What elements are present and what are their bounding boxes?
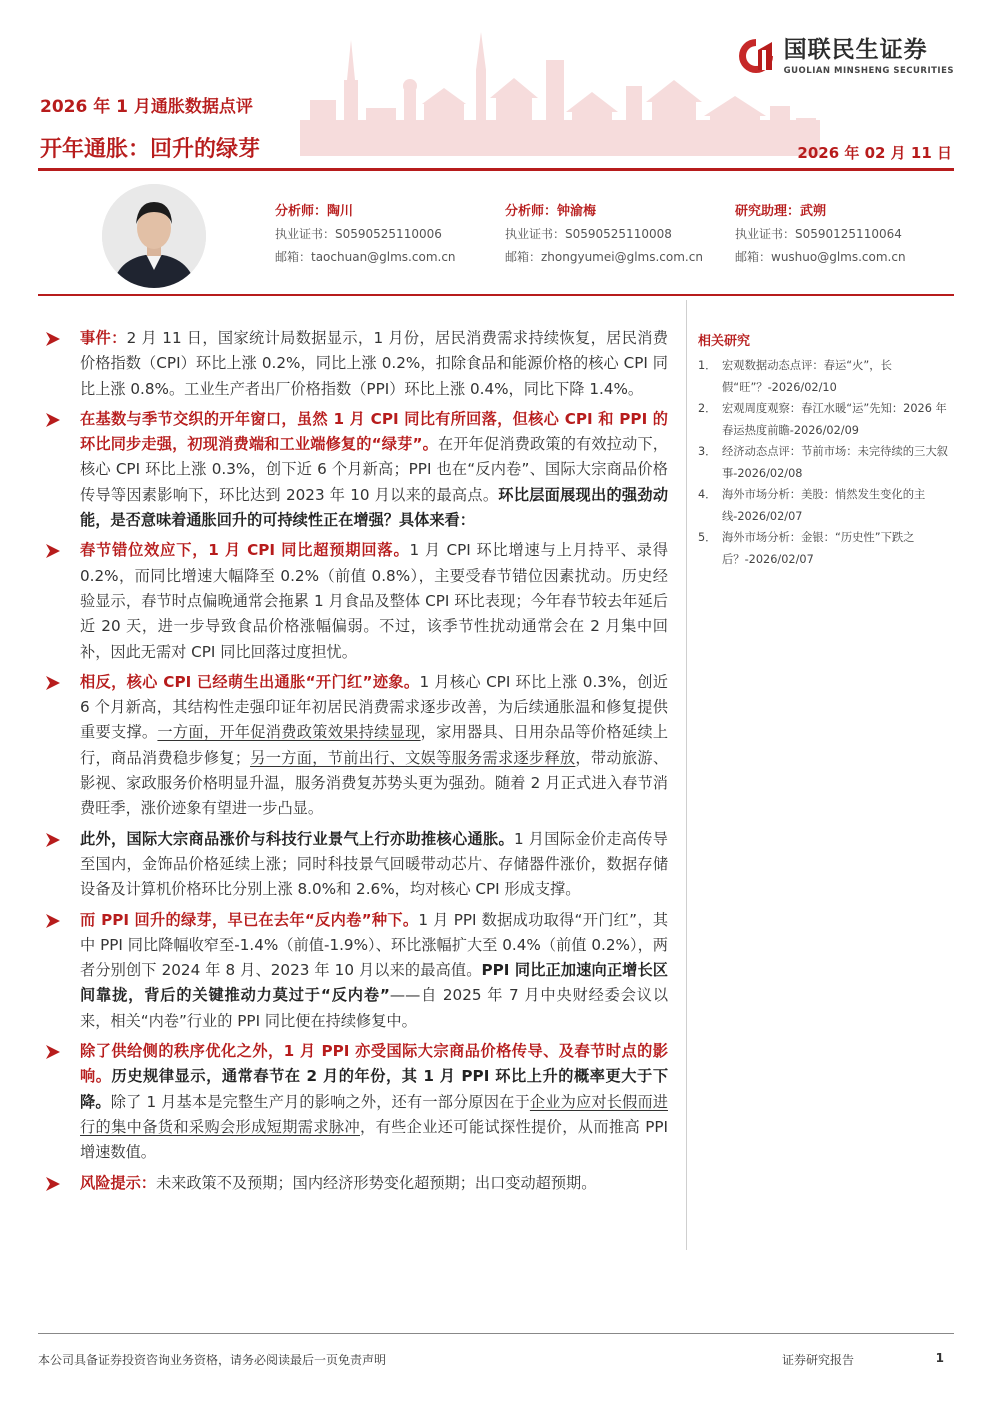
analyst-block-3 [735, 200, 906, 269]
arrow-bullet-icon [44, 831, 62, 849]
bullet-text: ，带动旅游、影视、家政服务价格明显升温，服务消费复苏势头更为强劲。随着 2 月正式进入春节消费旺季，涨价迹象有望进一步凸显。 [80, 748, 669, 818]
bullet-lead: 在基数与季节交织的开年窗口，虽然 1 月 CPI 同比有所回落，但核心 CPI 和 PPI 的环比同步走强，初现消费端和工业端修复的“绿芽”。 [80, 409, 668, 454]
related-item-text: 宏观数据动态点评：春运“火”，长假“旺”？-2026/02/10 [722, 359, 892, 394]
bullet-commodities [44, 827, 668, 903]
arrow-bullet-icon [44, 912, 62, 930]
footer-disclaimer: 本公司具备证券投资咨询业务资格，请务必阅读最后一页免责声明 [38, 1353, 387, 1367]
arrow-bullet-icon [44, 674, 62, 692]
bullet-lead: 除了供给侧的秩序优化之外，1 月 PPI 亦受国际大宗商品价格传导、及春节时点的影响。 [80, 1042, 668, 1086]
analyst-cert: 执业证书：S0590525110006 [275, 227, 442, 241]
logo-text-cn: 国联民生证券 [783, 36, 928, 63]
related-research-item[interactable] [698, 355, 956, 398]
bullet-bold: 历史规律显示，通常春节在 2 月的年份，其 1 月 PPI 环比上升的概率更大于下降。 [80, 1067, 669, 1111]
related-research-item[interactable] [698, 484, 956, 527]
header-divider [38, 168, 954, 171]
brand-logo [736, 36, 954, 76]
related-item-text: 宏观周度观察：春江水暖“运”先知：2026 年春运热度前瞻-2026/02/09 [722, 402, 947, 437]
analyst-role: 分析师：陶川 [275, 204, 354, 219]
bullet-lead: 春节错位效应下，1 月 CPI 同比超预期回落。 [80, 541, 410, 560]
arrow-bullet-icon [44, 330, 62, 348]
related-research [698, 330, 956, 570]
bullet-spring-festival [44, 538, 668, 664]
column-divider [686, 300, 687, 1250]
bullet-core-cpi [44, 670, 668, 822]
analyst-email: 邮箱：taochuan@glms.com.cn [275, 250, 456, 264]
bullet-underline: 一方面，开年促消费政策效果持续显现 [157, 723, 421, 742]
bullet-text: 1 月 CPI 环比增速与上月持平、录得 0.2%，而同比增速大幅降至 0.2%（前值 0.8%），主要受春节错位因素扰动。历史经验显示，春节时点偏晚通常会拖累 1 月食品及整体 CPI 环比表现；今年春节较去年延后近 20 天，进一步导致食品价格涨幅偏弱。不过，该季节性扰动通常会在 2 月集中回补，因此无需对 CPI 同比回落过度担忧。 [80, 541, 669, 661]
footer-divider [38, 1333, 954, 1334]
related-item-number: 4． [698, 488, 717, 501]
bullet-text: 除了 1 月基本是完整生产月的影响之外，还有一部分原因在于 [110, 1092, 530, 1111]
related-item-number: 3． [698, 445, 717, 458]
report-type: 2026 年 1 月通胀数据点评 [40, 97, 253, 117]
bullet-text: 1 月 PPI 数据成功取得“开门红”，其中 PPI 同比降幅收窄至-1.4%（前值-1.9%）、环比涨幅扩大至 0.4%（前值 0.2%），两者分别创下 2024 年 8 月、2023 年 10 月以来的最高值。 [80, 910, 669, 980]
related-item-number: 2． [698, 402, 717, 415]
bullet-text: ，家用器具、日用杂品等价格延续上行，商品消费稳步修复； [80, 723, 669, 767]
page-number: 1 [935, 1351, 944, 1365]
bullet-lead: 风险提示： [80, 1173, 156, 1192]
main-content [44, 326, 668, 1201]
footer-doc-type: 证券研究报告 [782, 1353, 855, 1367]
bullet-text: 未来政策不及预期；国内经济形势变化超预期；出口变动超预期。 [155, 1173, 597, 1192]
analyst-email: 邮箱：wushuo@glms.com.cn [735, 250, 906, 264]
related-item-text: 经济动态点评：节前市场：未完待续的三大叙事-2026/02/08 [722, 445, 948, 480]
logo-mark-icon [736, 36, 776, 76]
analyst-avatar [102, 184, 206, 288]
bullet-ppi-seasonal [44, 1039, 668, 1165]
arrow-bullet-icon [44, 542, 62, 560]
related-item-number: 1． [698, 359, 717, 372]
analyst-role: 分析师：钟渝梅 [505, 204, 597, 219]
bullet-underline: 另一方面，节前出行、文娱等服务需求逐步释放 [250, 748, 576, 767]
arrow-bullet-icon [44, 1175, 62, 1193]
related-research-item[interactable] [698, 398, 956, 441]
analyst-block-2 [505, 200, 703, 269]
bullet-ppi [44, 908, 668, 1034]
related-item-text: 海外市场分析：金银：“历史性”下跌之后？-2026/02/07 [722, 531, 915, 566]
bullet-bold: 环比层面展现出的强劲动能，是否意味着通胀回升的可持续性正在增强？具体来看： [80, 485, 669, 530]
analyst-role: 研究助理：武朔 [735, 204, 827, 219]
bullet-event [44, 326, 668, 402]
bullet-text: 在开年促消费政策的有效拉动下，核心 CPI 环比上涨 0.3%，创下近 6 个月新高；PPI 也在“反内卷”、国际大宗商品价格传导等因素影响下，环比达到 2023 年 10 月以来的最高点。 [80, 435, 668, 504]
bullet-text: 1 月核心 CPI 环比上涨 0.3%，创近 6 个月新高，其结构性走强印证年初居民消费需求逐步改善，为后续通胀温和修复提供重要支撑。 [80, 672, 668, 742]
analyst-divider [38, 294, 954, 296]
bullet-overview [44, 407, 668, 533]
logo-text-en: GUOLIAN MINSHENG SECURITIES [783, 65, 954, 76]
bullet-bold: PPI 同比正加速向正增长区间靠拢，背后的关键推动力莫过于“反内卷” [80, 961, 668, 1005]
analyst-email: 邮箱：zhongyumei@glms.com.cn [505, 250, 703, 264]
related-item-number: 5． [698, 531, 717, 544]
analyst-cert: 执业证书：S0590525110008 [505, 227, 672, 241]
arrow-bullet-icon [44, 411, 62, 429]
bullet-text: 1 月国际金价走高传导至国内，金饰品价格延续上涨；同时科技景气回暖带动芯片、存储器件涨价，数据存储设备及计算机价格环比分别上涨 8.0%和 2.6%，均对核心 CPI 形成支撑。 [80, 829, 668, 899]
bullet-text: 2 月 11 日，国家统计局数据显示，1 月份，居民消费需求持续恢复，居民消费价格指数（CPI）环比上涨 0.2%，同比上涨 0.2%，扣除食品和能源价格的核心 CPI 同比上涨 0.8%。工业生产者出厂价格指数（PPI）环比上涨 0.4%，同比下降 1.4%。 [80, 329, 668, 398]
analyst-block-1 [275, 200, 456, 269]
related-item-text: 海外市场分析：美股：悄然发生变化的主线-2026/02/07 [722, 488, 926, 523]
related-research-item[interactable] [698, 527, 956, 570]
bullet-lead: 此外，国际大宗商品涨价与科技行业景气上行亦助推核心通胀。 [80, 829, 514, 848]
bullet-lead: 相反，核心 CPI 已经萌生出通胀“开门红”迹象。 [80, 672, 420, 691]
related-research-item[interactable] [698, 441, 956, 484]
bullet-text: ——自 2025 年 7 月中央财经委会议以来，相关“内卷”行业的 PPI 同比便在持续修复中。 [80, 986, 669, 1030]
report-date: 2026 年 02 月 11 日 [797, 144, 952, 162]
bullet-lead: 事件： [80, 329, 127, 347]
arrow-bullet-icon [44, 1043, 62, 1061]
bullet-underline: 企业为应对长假而进行的集中备货和采购会形成短期需求脉冲 [80, 1092, 668, 1136]
avatar-photo [102, 184, 206, 288]
bullet-risk [44, 1171, 668, 1196]
analyst-cert: 执业证书：S0590125110064 [735, 227, 902, 241]
bullet-text: ，有些企业还可能试探性提价，从而推高 PPI 增速数值。 [80, 1117, 669, 1162]
bullet-lead: 而 PPI 回升的绿芽，早已在去年“反内卷”种下。 [80, 910, 419, 929]
related-research-title: 相关研究 [698, 334, 751, 349]
report-title: 开年通胀：回升的绿芽 [40, 137, 261, 162]
